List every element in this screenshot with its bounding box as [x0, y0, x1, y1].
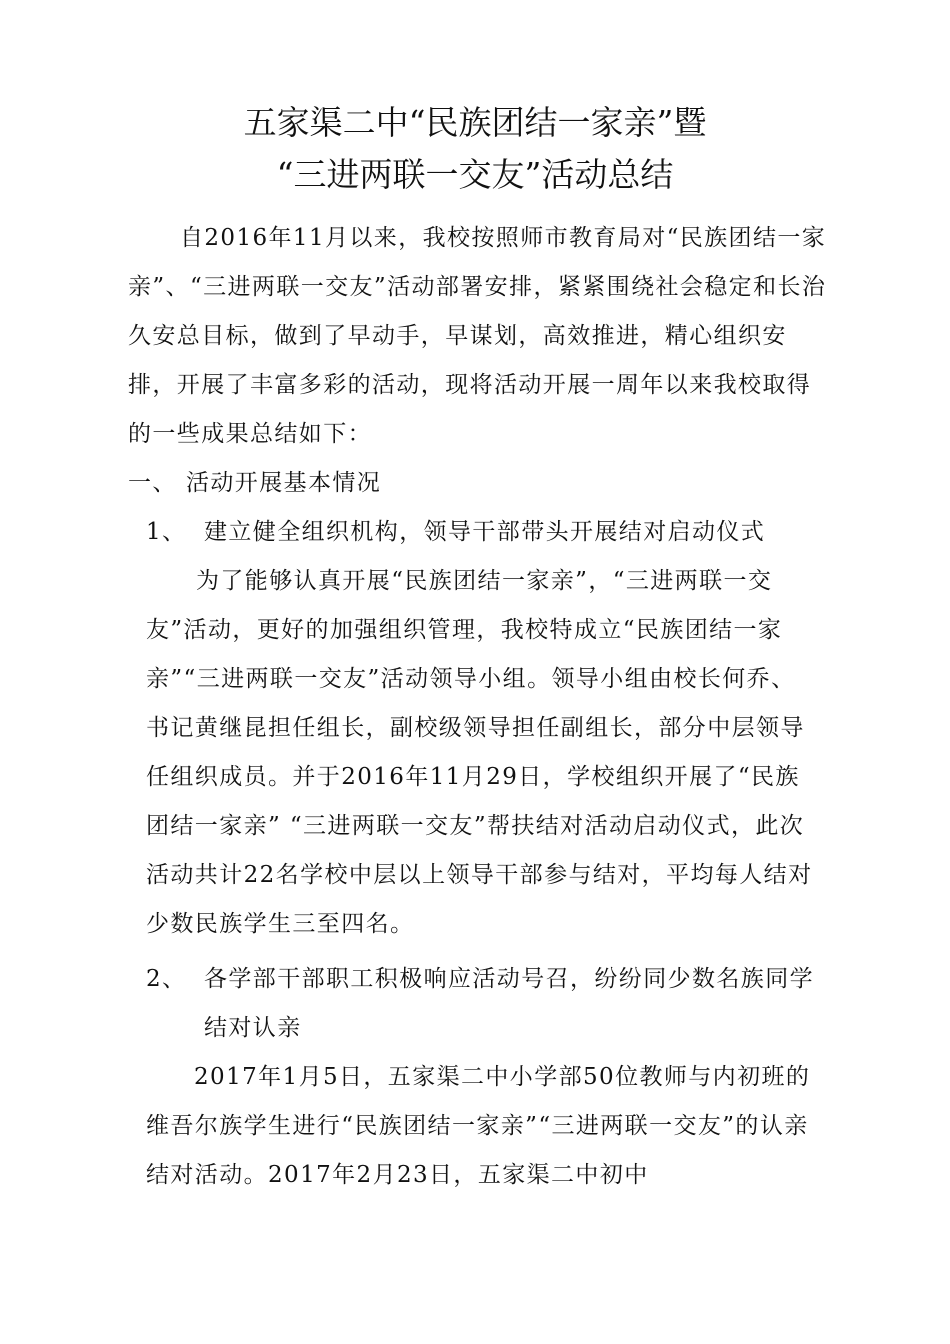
section-heading — [128, 459, 381, 508]
item1-paragraph: 为了能够认真开展“民族团结一家亲”，“三进两联一交友”活动，更好的加强组织管理，我校特成立“民族团结一家亲”“三进两联一交友”活动领导小组。领导小组由校长何乔、书记黄继昆担任组长，副校级领导担任副组长，部分中层领导任组织成员。并于2016年11月29日，学校组织开展了“民族团结一家亲” “三进两联一交友”帮扶结对活动启动仪式，此次活动共计22名学校中层以上领导干部参与结对，平均每人结对少数民族学生三至四名。 — [146, 568, 813, 937]
item2-number: 2、 — [146, 966, 187, 992]
document-title-line2: “三进两联一交友”活动总结 — [276, 155, 674, 194]
item1-heading — [146, 508, 765, 557]
item2-heading-text: 各学部干部职工积极响应活动号召，纷纷同少数名族同学结对认亲 — [204, 966, 814, 1041]
section-number: 一、 — [128, 470, 177, 496]
item1-number: 1、 — [146, 519, 187, 545]
item1-heading-text: 建立健全组织机构，领导干部带头开展结对启动仪式 — [204, 519, 766, 545]
intro-paragraph: 自2016年11月以来，我校按照师市教育局对“民族团结一家亲”、“三进两联一交友”活动部署安排，紧紧围绕社会稳定和长治久安总目标，做到了早动手，早谋划，高效推进，精心组织安排，开展了丰富多彩的活动，现将活动开展一周年以来我校取得的一些成果总结如下： — [128, 225, 827, 447]
section-heading-text: 活动开展基本情况 — [186, 470, 382, 496]
item2-heading — [146, 955, 814, 1053]
document-title-line1: 五家渠二中“民族团结一家亲”暨 — [243, 103, 707, 142]
item2-paragraph: 2017年1月5日，五家渠二中小学部50位教师与内初班的维吾尔族学生进行“民族团结一家亲”“三进两联一交友”的认亲结对活动。2017年2月23日，五家渠二中初中 — [146, 1064, 811, 1188]
